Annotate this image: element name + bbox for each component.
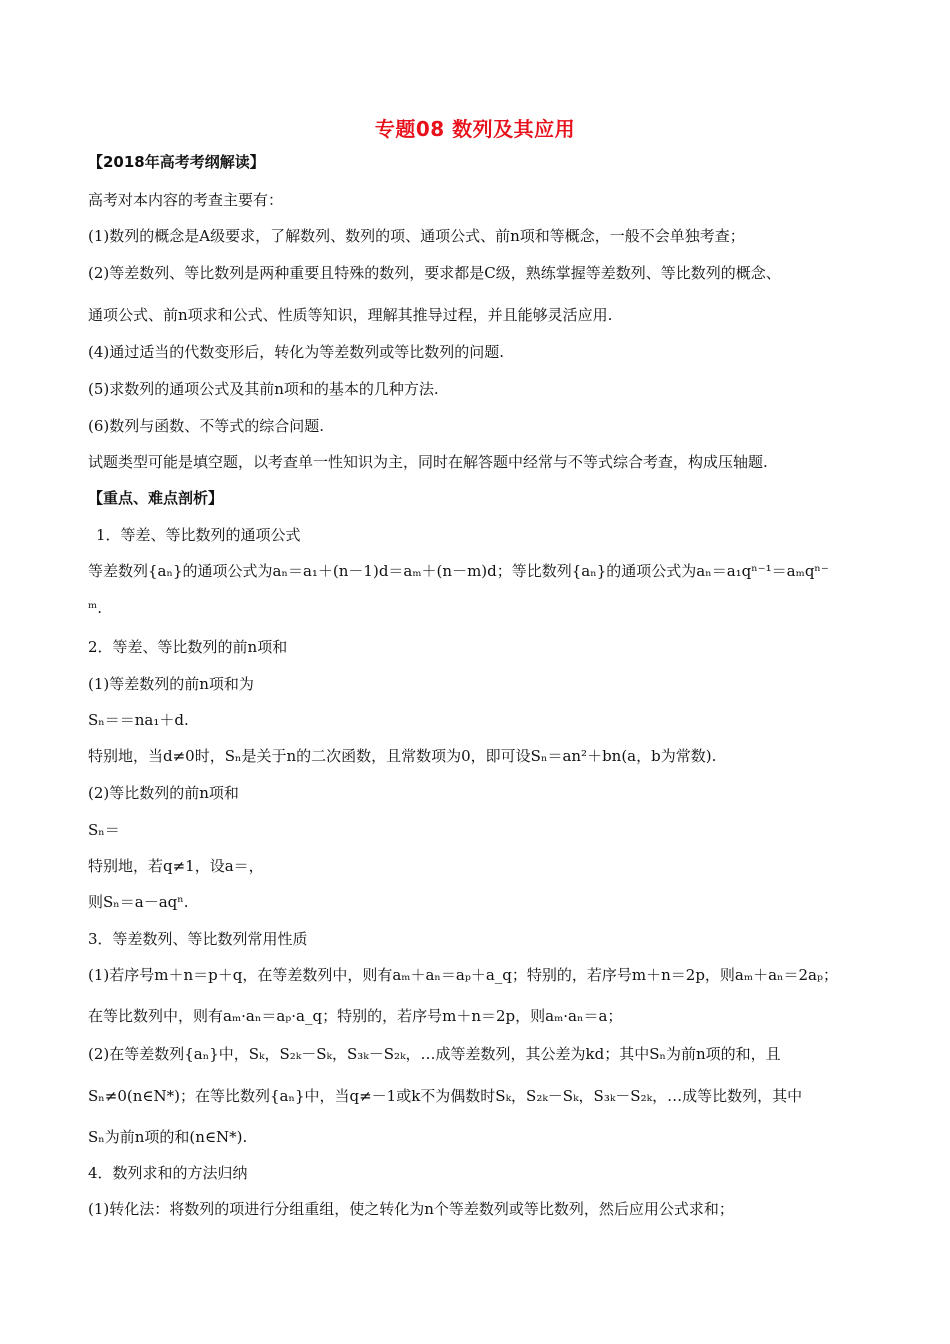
paragraph-line: 在等比数列中，则有aₘ·aₙ＝aₚ·a_q；特别的，若序号m＋n＝2p，则aₘ·aₙ＝a； — [88, 1007, 623, 1025]
paragraph-line: Sₙ≠0(n∈N*)；在等比数列{aₙ}中，当q≠－1或k不为偶数时Sₖ，S₂ₖ－Sₖ，S₃ₖ－S₂ₖ，…成等比数列，其中 — [88, 1087, 803, 1105]
subsection-heading: 4．数列求和的方法归纳 — [88, 1164, 248, 1182]
paragraph-line: (2)等差数列、等比数列是两种重要且特殊的数列，要求都是C级，熟练掌握等差数列、等比数列的概念、 — [88, 264, 781, 282]
paragraph-line: (1)若序号m＋n＝p＋q，在等差数列中，则有aₘ＋aₙ＝aₚ＋a_q；特别的，若序号m＋n＝2p，则aₘ＋aₙ＝2aₚ； — [88, 966, 838, 984]
formula-line: ᵐ. — [88, 599, 102, 617]
section-heading-key-points: 【重点、难点剖析】 — [88, 489, 224, 507]
paragraph-line: (6)数列与函数、不等式的综合问题. — [88, 417, 325, 435]
page-title: 专题08 数列及其应用 — [374, 117, 576, 141]
subsection-heading: 3．等差数列、等比数列常用性质 — [88, 930, 308, 948]
formula-line: 等差数列{aₙ}的通项公式为aₙ＝a₁＋(n－1)d＝aₘ＋(n－m)d；等比数列{aₙ}的通项公式为aₙ＝a₁qⁿ⁻¹＝aₘqⁿ⁻ — [88, 562, 829, 580]
paragraph-line: Sₙ为前n项的和(n∈N*). — [88, 1128, 248, 1146]
paragraph-line: 试题类型可能是填空题，以考查单一性知识为主，同时在解答题中经常与不等式综合考查，构成压轴题. — [88, 453, 768, 471]
paragraph-line: (1)数列的概念是A级要求，了解数列、数列的项、通项公式、前n项和等概念，一般不会单独考查； — [88, 227, 745, 245]
paragraph-line: (1)等差数列的前n项和为 — [88, 675, 254, 693]
paragraph-line: (5)求数列的通项公式及其前n项和的基本的几种方法. — [88, 380, 439, 398]
paragraph-line: 特别地，若q≠1，设a＝， — [88, 857, 264, 875]
formula-line: Sₙ＝ — [88, 821, 120, 839]
subsection-heading: 1．等差、等比数列的通项公式 — [96, 526, 301, 544]
formula-line: 则Sₙ＝a－aqⁿ. — [88, 893, 189, 911]
paragraph-line: (4)通过适当的代数变形后，转化为等差数列或等比数列的问题. — [88, 343, 505, 361]
paragraph-line: 特别地，当d≠0时，Sₙ是关于n的二次函数，且常数项为0，即可设Sₙ＝an²＋bn(a，b为常数). — [88, 747, 717, 765]
section-heading-exam-outline: 【2018年高考考纲解读】 — [88, 153, 265, 171]
paragraph-line: (2)等比数列的前n项和 — [88, 784, 239, 802]
paragraph-line: 通项公式、前n项求和公式、性质等知识，理解其推导过程，并且能够灵活应用. — [88, 306, 613, 324]
paragraph-line: 高考对本内容的考查主要有： — [88, 191, 284, 209]
paragraph-line: (1)转化法：将数列的项进行分组重组，使之转化为n个等差数列或等比数列，然后应用公式求和； — [88, 1200, 734, 1218]
formula-line: Sₙ＝＝na₁＋d. — [88, 711, 189, 729]
paragraph-line: (2)在等差数列{aₙ}中，Sₖ，S₂ₖ－Sₖ，S₃ₖ－S₂ₖ，…成等差数列，其公差为kd；其中Sₙ为前n项的和，且 — [88, 1045, 781, 1063]
subsection-heading: 2．等差、等比数列的前n项和 — [88, 638, 288, 656]
